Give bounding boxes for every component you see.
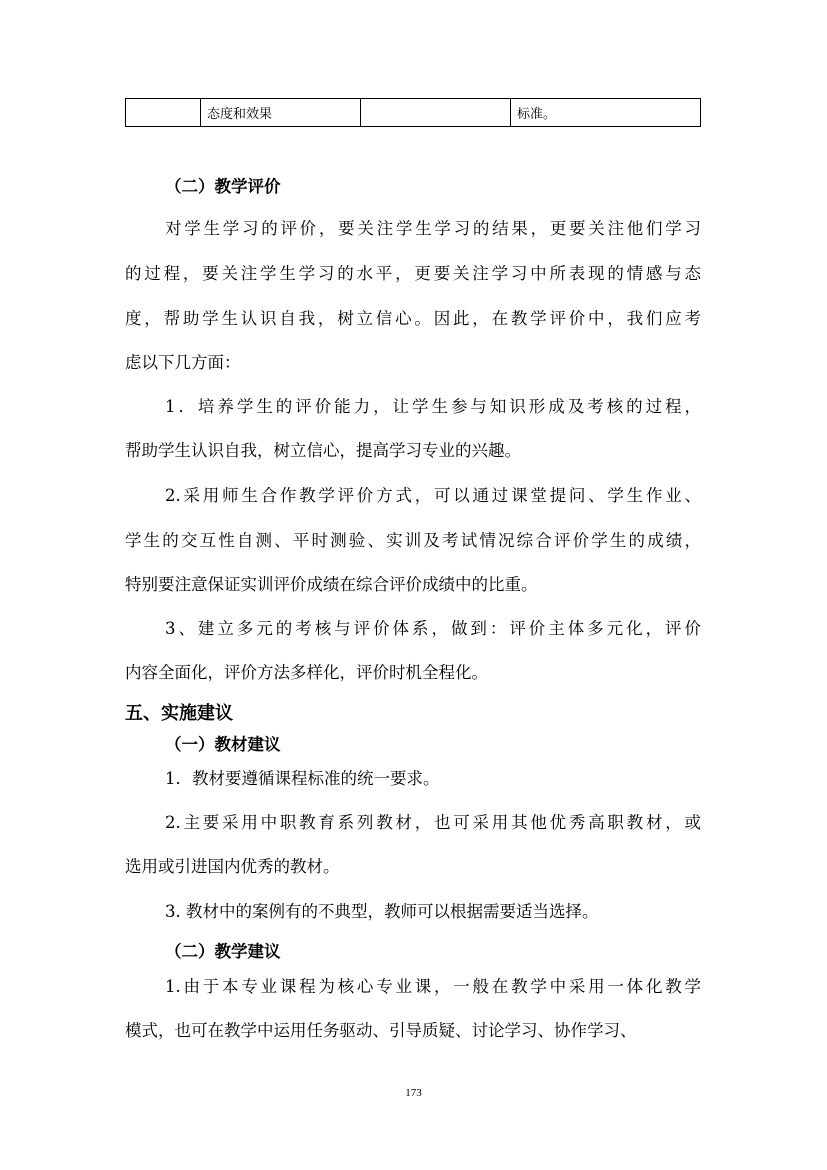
paragraph-line: 对学生学习的评价，要关注学生学习的结果，更要关注他们学习 xyxy=(165,219,701,238)
table-cell xyxy=(126,99,201,127)
list-item-line: 1.由于本专业课程为核心专业课，一般在教学中采用一体化教学 xyxy=(165,977,701,996)
list-item-line: 模式，也可在教学中运用任务驱动、引导质疑、讨论学习、协作学习、 xyxy=(125,1021,637,1040)
list-item-line: 3. 教材中的案例有的不典型，教师可以根据需要适当选择。 xyxy=(165,902,599,921)
list-item-line: 3、建立多元的考核与评价体系，做到：评价主体多元化，评价 xyxy=(165,619,701,638)
list-item-line: 2.主要采用中职教育系列教材，也可采用其他优秀高职教材，或 xyxy=(165,813,701,832)
paragraph-line: 的过程，要关注学生学习的水平，更要关注学习中所表现的情感与态 xyxy=(125,264,701,283)
list-item-line: 特别要注意保证实训评价成绩在综合评价成绩中的比重。 xyxy=(125,575,538,594)
list-item-line: 内容全面化，评价方法多样化，评价时机全程化。 xyxy=(125,663,488,682)
paragraph-line: 度，帮助学生认识自我，树立信心。因此，在教学评价中，我们应考 xyxy=(125,309,701,328)
table-cell: 态度和效果 xyxy=(201,99,361,127)
chapter-heading-implementation: 五、实施建议 xyxy=(125,703,233,724)
list-item-line: 2.采用师生合作教学评价方式，可以通过课堂提问、学生作业、 xyxy=(165,486,701,505)
table-row xyxy=(126,99,701,127)
table-cell xyxy=(361,99,511,127)
list-item-line: 学生的交互性自测、平时测验、实训及考试情况综合评价学生的成绩， xyxy=(125,531,701,550)
page-number: 173 xyxy=(405,1087,422,1099)
table-cell: 标准。 xyxy=(511,99,701,127)
list-item-line: 选用或引进国内优秀的教材。 xyxy=(125,857,340,876)
section-heading-teaching: （二）教学建议 xyxy=(165,942,281,961)
section-heading-evaluation: （二）教学评价 xyxy=(165,177,281,196)
paragraph-line: 虑以下几方面： xyxy=(125,353,241,372)
list-item-line: 帮助学生认识自我，树立信心，提高学习专业的兴趣。 xyxy=(125,441,521,460)
list-item-line: 1．教材要遵循课程标准的统一要求。 xyxy=(165,769,440,788)
list-item-line: 1．培养学生的评价能力，让学生参与知识形成及考核的过程， xyxy=(165,397,701,416)
assessment-table-fragment xyxy=(125,98,701,127)
section-heading-textbook: （一）教材建议 xyxy=(165,735,281,754)
